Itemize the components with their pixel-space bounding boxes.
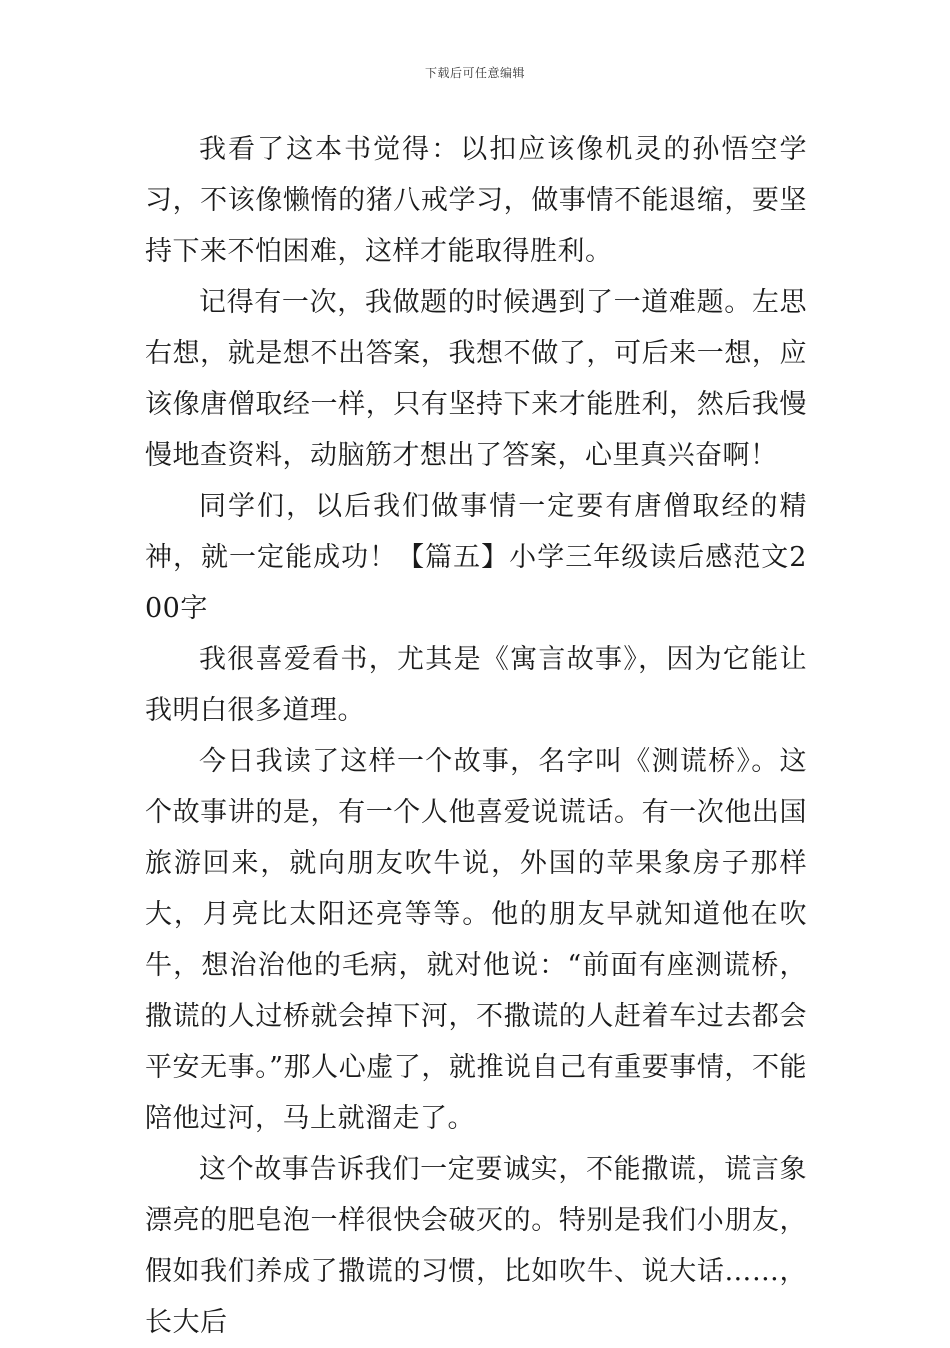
page-header: 下载后可任意编辑 xyxy=(424,66,525,80)
paragraph: 我看了这本书觉得：以扣应该像机灵的孙悟空学习，不该像懒惰的猪八戒学习，做事情不能退缩，要坚持下来不怕困难，这样才能取得胜利。 xyxy=(145,134,807,267)
paragraph: 今日我读了这样一个故事，名字叫《测谎桥》。这个故事讲的是，有一个人他喜爱说谎话。有一次他出国旅游回来，就向朋友吹牛说，外国的苹果象房子那样大，月亮比太阳还亮等等。他的朋友早就知道他在吹牛，想治治他的毛病，就对他说：“前面有座测谎桥，撒谎的人过桥就会掉下河，不撒谎的人赶着车过去都会平安无事。”那人心虚了，就推说自己有重要事情，不能陪他过河，马上就溜走了。 xyxy=(145,746,807,1134)
document-body xyxy=(145,124,807,1348)
paragraph: 同学们，以后我们做事情一定要有唐僧取经的精神，就一定能成功！【篇五】小学三年级读后感范文200字 xyxy=(145,491,807,624)
paragraph: 这个故事告诉我们一定要诚实，不能撒谎，谎言象漂亮的肥皂泡一样很快会破灭的。特别是我们小朋友，假如我们养成了撒谎的习惯，比如吹牛、说大话……，长大后 xyxy=(145,1154,807,1338)
paragraph: 我很喜爱看书，尤其是《寓言故事》，因为它能让我明白很多道理。 xyxy=(145,644,807,726)
paragraph: 记得有一次，我做题的时候遇到了一道难题。左思右想，就是想不出答案，我想不做了，可后来一想，应该像唐僧取经一样，只有坚持下来才能胜利，然后我慢慢地查资料，动脑筋才想出了答案，心里真兴奋啊！ xyxy=(145,287,807,471)
